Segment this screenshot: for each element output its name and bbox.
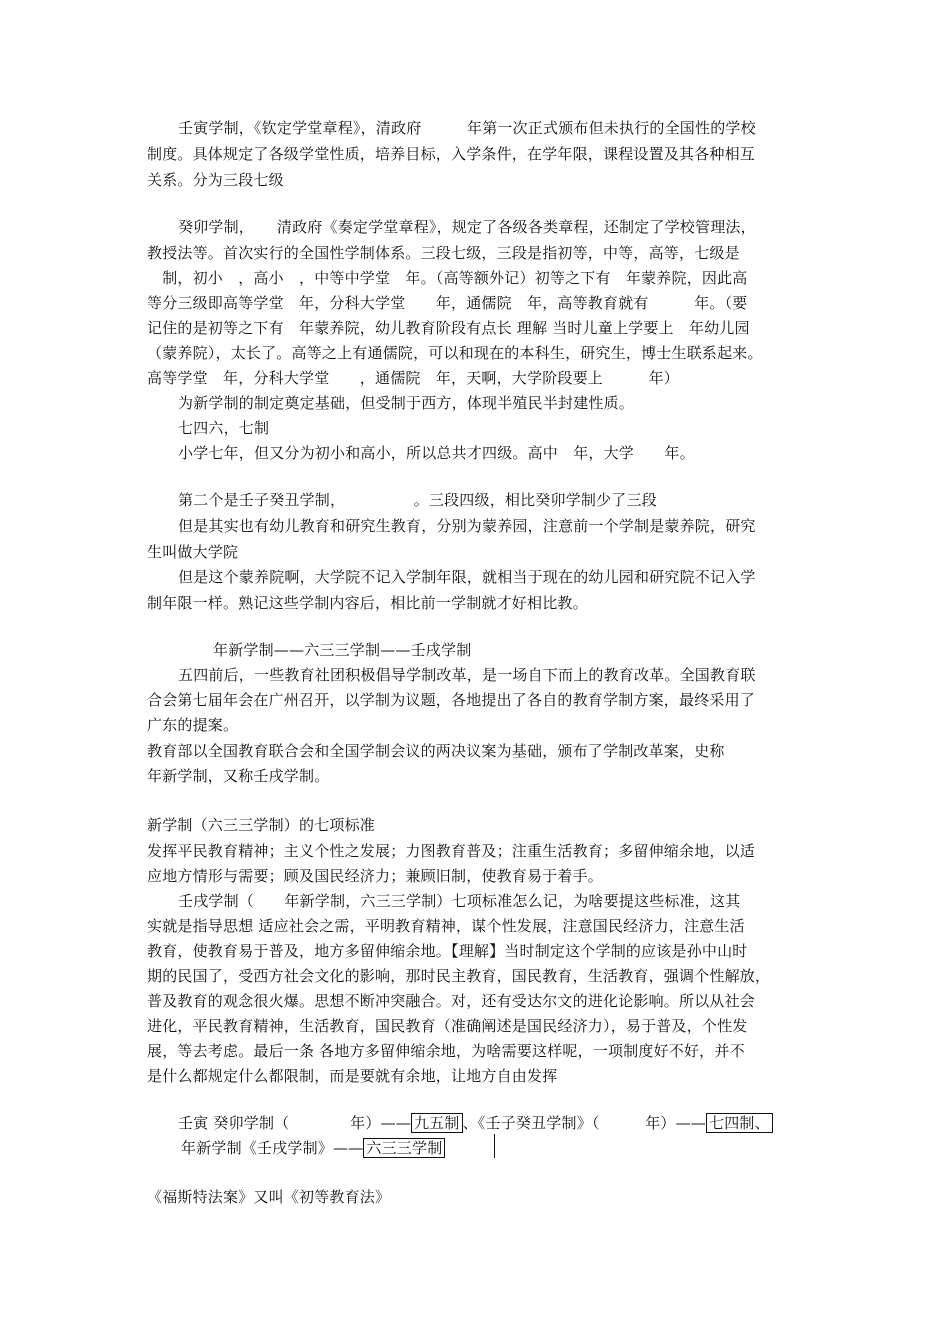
p2-line-5: 记住的是初等之下有 年蒙养院，幼儿教育阶段有点长 理解 当时儿童上学要上 年幼儿园 (147, 319, 750, 337)
summary-text: 壬寅 癸卯学制（ 年）—— (178, 1114, 411, 1132)
footer-note: 《福斯特法案》又叫《初等教育法》 (147, 1188, 391, 1206)
p12-line-1: 壬戌学制（ 年新学制，六三三学制）七项标准怎么记，为啥要提这些标准，这其 (178, 892, 741, 910)
p2-line-7: 高等学堂 年，分科大学堂 ，通儒院 年，天啊，大学阶段要上 年） (147, 369, 680, 387)
boxed-answer-74: 七四制、 (706, 1113, 773, 1133)
p10-line-2: 年新学制，又称壬戌学制。 (147, 767, 330, 785)
p1-line-1: 壬寅学制，《钦定学堂章程》，清政府 年第一次正式颁布但未执行的全国性的学校 (178, 119, 756, 137)
p9-line-3: 广东的提案。 (147, 716, 239, 734)
p12-line-2: 实就是指导思想 适应社会之需，平明教育精神，谋个性发展，注意国民经济力，注意生活 (147, 917, 745, 935)
p5-line-1: 小学七年，但又分为初小和高小，所以总共才四级。高中 年，大学 年。 (178, 444, 695, 462)
section-heading-standards: 新学制（六三三学制）的七项标准 (147, 816, 376, 834)
boxed-answer-633: 六三三学制 (363, 1138, 445, 1158)
p4-line-1: 七四六，七制 (178, 419, 270, 437)
p7-line-1: 但是其实也有幼儿教育和研究生教育，分别为蒙养园，注意前一个学制是蒙养院，研究 (178, 517, 756, 535)
summary-line-1 (178, 1113, 773, 1133)
p11-line-1: 发挥平民教育精神；主义个性之发展；力图教育普及；注重生活教育；多留伸缩余地，以适 (147, 842, 756, 860)
p1-line-2: 制度。具体规定了各级学堂性质，培养目标，入学条件，在学年限，课程设置及其各种相互 (147, 145, 756, 163)
p1-line-3: 关系。分为三段七级 (147, 171, 284, 189)
p2-line-4: 等分三级即高等学堂 年，分科大学堂 年，通儒院 年，高等教育就有 年。（要 (147, 294, 748, 312)
section-heading-1922: 年新学制——六三三学制——壬戌学制 (213, 641, 472, 659)
p3-line-1: 为新学制的制定奠定基础，但受制于西方，体现半殖民半封建性质。 (178, 394, 635, 412)
p12-line-4: 期的民国了，受西方社会文化的影响，那时民主教育，国民教育，生活教育，强调个性解放， (147, 967, 771, 985)
p9-line-2: 合会第七届年会在广州召开，以学制为议题，各地提出了各自的教育学制方案，最终采用了 (147, 691, 756, 709)
summary-line-2 (181, 1138, 445, 1158)
summary-text: 、《壬子癸丑学制》（ 年）—— (462, 1114, 706, 1132)
p2-line-2: 教授法等。首次实行的全国性学制体系。三段七级，三段是指初等，中等，高等，七级是 (147, 244, 740, 262)
p11-line-2: 应地方情形与需要；顾及国民经济力；兼顾旧制，使教育易于着手。 (147, 867, 604, 885)
p2-line-3: 制，初小 ，高小 ，中等中学堂 年。（高等额外记）初等之下有 年蒙养院，因此高 (147, 269, 748, 287)
p9-line-1: 五四前后，一些教育社团积极倡导学制改革，是一场自下而上的教育改革。全国教育联 (178, 666, 756, 684)
p6-line-1: 第二个是壬子癸丑学制， 。三段四级，相比癸卯学制少了三段 (178, 491, 657, 509)
summary-text: 年新学制《壬戌学制》—— (181, 1139, 364, 1157)
p8-line-1: 但是这个蒙养院啊，大学院不记入学制年限，就相当于现在的幼儿园和研究院不记入学 (178, 568, 756, 586)
p12-line-5: 普及教育的观念很火爆。思想不断冲突融合。对，还有受达尔文的进化论影响。所以从社会 (147, 992, 756, 1010)
p8-line-2: 制年限一样。熟记这些学制内容后，相比前一学制就才好相比教。 (147, 594, 588, 612)
p12-line-3: 教育，使教育易于普及，地方多留伸缩余地。【理解】当时制定这个学制的应该是孙中山时 (147, 942, 748, 960)
table-border-line (494, 1134, 495, 1158)
p12-line-6: 进化，平民教育精神，生活教育，国民教育（准确阐述是国民经济力），易于普及，个性发 (147, 1017, 748, 1035)
p10-line-1: 教育部以全国教育联合会和全国学制会议的两决议案为基础，颁布了学制改革案，史称 (147, 742, 725, 760)
p12-line-8: 是什么都规定什么都限制，而是要就有余地，让地方自由发挥 (147, 1067, 558, 1085)
p2-line-6: （蒙养院），太长了。高等之上有通儒院，可以和现在的本科生，研究生，博士生联系起来。 (147, 344, 763, 362)
boxed-answer-95: 九五制 (411, 1113, 463, 1133)
p12-line-7: 展，等去考虑。最后一条 各地方多留伸缩余地，为啥需要这样呢，一项制度好不好，并不 (147, 1042, 745, 1060)
p2-line-1: 癸卯学制， 清政府《奏定学堂章程》，规定了各级各类章程，还制定了学校管理法， (178, 218, 756, 236)
p7-line-2: 生叫做大学院 (147, 543, 239, 561)
